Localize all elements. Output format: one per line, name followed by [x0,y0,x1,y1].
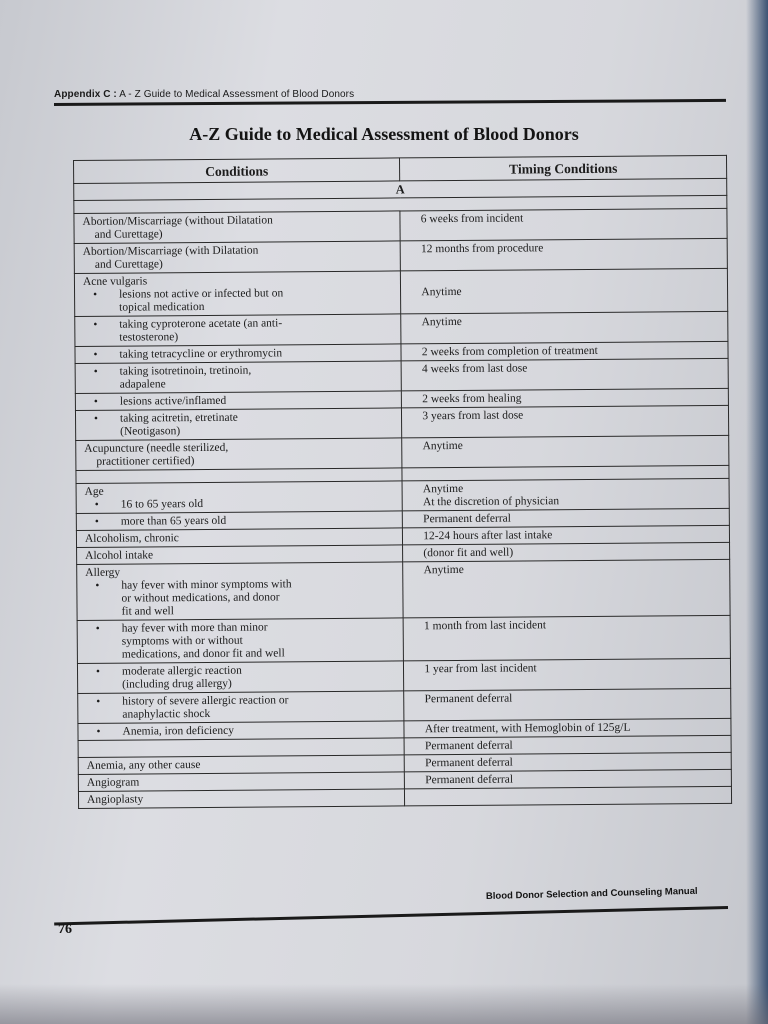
header-timing-conditions: Timing Conditions [400,155,727,181]
timing-cell: (donor fit and well) [403,542,730,562]
bottom-shadow [0,984,768,1024]
timing-cell: Anytime [403,559,730,618]
table-row [77,559,730,620]
timing-cell: 6 weeks from incident [400,208,727,241]
bullet-icon: • [93,348,98,361]
bullet-icon: • [96,725,101,738]
condition-cell: Alcoholism, chronic [76,528,402,548]
condition-cell: • hay fever with more than minor symptoms with or without medications, and donor fit and well [77,618,404,664]
bullet-icon: • [93,288,98,301]
condition-cell: Allergy • hay fever with minor symptoms with or without medications, and donor fit and well [77,562,404,621]
assessment-table-wrapper [73,155,732,809]
condition-cell: • more than 65 years old [76,511,402,531]
condition-cell: Anemia, any other cause [78,755,404,775]
table-row [77,615,730,663]
manual-title: Blood Donor Selection and Counseling Manual [485,885,698,902]
timing-cell: Permanent deferral [405,769,732,789]
timing-cell: 12 months from procedure [400,238,727,271]
timing-cell: Anytime [402,435,729,468]
bullet-icon: • [93,412,99,425]
timing-cell: 1 year from last incident [404,658,731,691]
bullet-icon: • [94,515,99,528]
timing-cell: Permanent deferral [403,508,730,528]
bullet-icon: • [95,622,100,635]
appendix-label: Appendix C : [54,89,117,100]
bullet-icon: • [95,665,101,678]
header-conditions: Conditions [74,158,400,184]
condition-cell: Age • 16 to 65 years old [76,481,403,514]
page-edge-shadow [746,0,768,1024]
running-header [54,89,354,100]
condition-cell: Abortion/Miscarriage (with Dilatation and Curettage) [74,241,401,274]
timing-cell [405,786,732,806]
timing-cell: Anytime [401,311,728,344]
timing-cell: 2 weeks from completion of treatment [401,341,728,361]
timing-cell: Anytime [401,268,728,314]
section-letter: A [74,178,727,200]
condition-cell: Alcohol intake [77,545,403,565]
condition-cell: • taking tetracycline or erythromycin [75,344,401,364]
condition-cell: Acupuncture (needle sterilized, practitioner certified) [76,438,403,471]
timing-cell: Permanent deferral [404,735,731,755]
condition-cell: • taking cyproterone acetate (an anti- testosterone) [75,314,402,347]
condition-cell: Angiogram [78,772,404,792]
page-title: A-Z Guide to Medical Assessment of Blood Donors [189,124,579,144]
page-number: 76 [58,922,72,937]
timing-cell: After treatment, with Hemoglobin of 125g/L [404,718,731,738]
bullet-icon: • [94,498,99,511]
timing-cell: 12-24 hours after last intake [403,525,730,545]
condition-cell: • moderate allergic reaction (including drug allergy) [77,661,404,694]
footer-rule [54,906,728,925]
timing-cell: 4 weeks from last dose [401,358,728,391]
timing-cell: Anytime At the discretion of physician [402,478,729,511]
condition-cell: • history of severe allergic reaction or anaphylactic shock [78,691,405,724]
running-header-text: A - Z Guide to Medical Assessment of Blood Donors [119,89,355,100]
condition-cell: • lesions active/inflamed [75,391,401,411]
condition-cell: • taking isotretinoin, tretinoin, adapalene [75,361,402,394]
condition-cell: • taking acitretin, etretinate (Neotigason) [75,408,402,441]
bullet-icon: • [93,365,98,378]
timing-cell: 2 weeks from healing [402,388,729,408]
assessment-table [73,155,732,809]
bullet-icon: • [93,395,98,408]
condition-cell: Angioplasty [78,789,404,809]
bullet-icon: • [95,579,100,592]
bullet-icon: • [93,318,98,331]
condition-cell: • Anemia, iron deficiency [78,721,404,741]
bullet-icon: • [96,695,101,708]
condition-cell: Acne vulgaris • lesions not active or infected but on topical medication [74,271,401,317]
timing-cell: Permanent deferral [404,688,731,721]
table-row [74,268,727,316]
timing-cell: Permanent deferral [404,752,731,772]
timing-cell: 3 years from last dose [402,405,729,438]
timing-cell: 1 month from last incident [403,615,730,661]
condition-cell: Abortion/Miscarriage (without Dilatation and Curettage) [74,211,401,244]
